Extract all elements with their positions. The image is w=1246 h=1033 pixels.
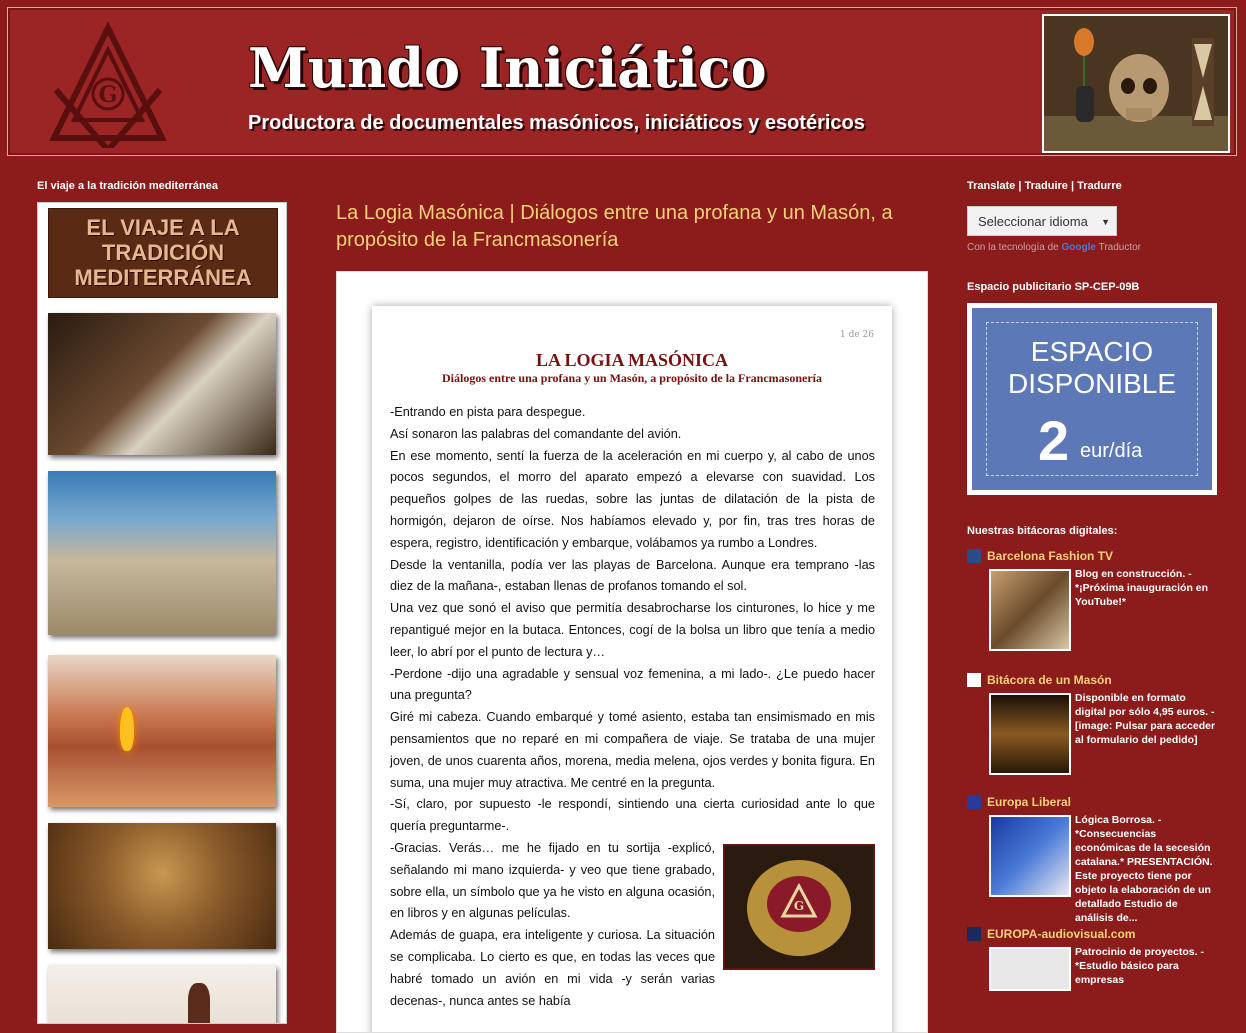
blog-head: [967, 927, 1217, 941]
translate-title: Translate | Traduire | Tradurre: [967, 180, 1122, 192]
doc-paragraph: Giré mi cabeza. Cuando embarqué y tomé asiento, estaba tan ensimismado en mis pensamientos que no reparé en mi compañera de viaje. Se trataba de una mujer joven, de unos cuarenta años, morena, media melena, ojos verdes y bonita figura. En suma, una mujer muy atractiva. Me centré en la pregunta.: [390, 710, 875, 790]
left-widget-title: El viaje a la tradición mediterránea: [37, 180, 218, 192]
traveler-figure-icon: [188, 983, 210, 1024]
blog-item: [967, 795, 1217, 924]
ad-line1: ESPACIO: [1030, 336, 1154, 367]
doc-paragraph: -Sí, claro, por supuesto -le respondí, sintiendo una cierta curiosidad ante lo que quería preguntarme-.: [390, 797, 875, 834]
gallery-image-fresco-dome[interactable]: [48, 823, 276, 949]
blog-item: [967, 673, 1217, 783]
blog-link[interactable]: EUROPA-audiovisual.com: [987, 927, 1136, 941]
site-title[interactable]: Mundo Iniciático: [248, 36, 767, 100]
ad-section-title: Espacio publicitario SP-CEP-09B: [967, 281, 1140, 293]
document-subtitle: Diálogos entre una profana y un Masón, a propósito de la Francmasonería: [441, 371, 823, 385]
eu-flag-icon: [967, 795, 981, 809]
language-select-value: Seleccionar idioma: [978, 214, 1088, 229]
left-image-gallery: [37, 202, 287, 1024]
gallery-image-sages[interactable]: [48, 313, 276, 455]
blog-favicon-icon: [967, 673, 981, 687]
doc-paragraph: -Gracias. Verás… me he fijado en tu sortija -explicó, señalando mi mano izquierda- y veo que tiene grabado, sobre ella, un símbolo que ya he visto en alguna ocasión, en libros y en algunas películas.: [390, 840, 715, 921]
doc-paragraph: Una vez que sonó el aviso que permitía desabrocharse los cinturones, lo hice y me repantigué mejor en la butaca. Entonces, cogí de la bolsa un libro que tenía a medio leer, lo abrí por el punto de lectura y…: [390, 601, 875, 659]
banner-image[interactable]: [48, 208, 278, 298]
svg-text:G: G: [793, 898, 805, 913]
gallery-image-traveler[interactable]: [48, 965, 276, 1024]
powered-prefix: Con la tecnología de: [967, 242, 1059, 253]
blogs-title: Nuestras bitácoras digitales:: [967, 525, 1118, 537]
translate-link[interactable]: Traductor: [1098, 242, 1141, 253]
gallery-image-nemrut-statues[interactable]: [48, 471, 276, 635]
document-title: LA LOGIA MASÓNICA: [535, 350, 729, 370]
blog-favicon-icon: [967, 549, 981, 563]
masonic-ring-image: [723, 844, 875, 970]
embedded-document[interactable]: [372, 306, 892, 1033]
ad-inner: [972, 308, 1212, 490]
blog-snippet: Patrocinio de proyectos. - *Estudio básico para empresas: [1075, 946, 1204, 986]
document-page-number: 1 de 26: [840, 330, 874, 340]
left-sidebar: [37, 180, 287, 1024]
blog-snippet: Disponible en formato digital por sólo 4,95 euros. - [image: Pulsar para acceder al formulario del pedido]: [1075, 692, 1216, 746]
fire-icon: [120, 707, 134, 751]
google-logo[interactable]: Google: [1061, 242, 1096, 253]
ad-line2: DISPONIBLE: [1007, 368, 1177, 399]
blog-link[interactable]: Barcelona Fashion TV: [987, 549, 1114, 563]
svg-text:G: G: [98, 82, 118, 108]
post-title[interactable]: La Logia Masónica | Diálogos entre una profana y un Masón, a propósito de la Francmasonería: [336, 202, 893, 251]
blog-item: [967, 549, 1217, 661]
doc-paragraph: -Perdone -dijo una agradable y sensual voz femenina, a mi lado-. ¿Le puedo hacer una pregunta?: [390, 666, 875, 703]
blog-link[interactable]: Europa Liberal: [987, 795, 1072, 809]
doc-paragraph: Así sonaron las palabras del comandante del avión.: [390, 426, 682, 441]
header-still-life-image: [1042, 14, 1230, 153]
blog-head: [967, 549, 1217, 563]
main-content: [336, 200, 928, 1008]
blog-thumbnail[interactable]: [989, 693, 1071, 775]
blog-snippet: Blog en construcción. - *¡Próxima inauguración en YouTube!*: [1075, 568, 1209, 608]
ad-price: 2: [1038, 409, 1070, 472]
banner-text: EL VIAJE A LA TRADICIÓN MEDITERRÁNEA: [74, 215, 252, 290]
site-header: [7, 7, 1237, 156]
post-body: [336, 271, 928, 1033]
blog-thumbnail[interactable]: [989, 815, 1071, 897]
ad-banner[interactable]: [967, 303, 1217, 495]
blog-link[interactable]: Bitácora de un Masón: [987, 673, 1112, 687]
blog-head: [967, 673, 1217, 687]
blog-head: [967, 795, 1217, 809]
ad-unit: eur/día: [1080, 440, 1143, 462]
doc-paragraph: -Entrando en pista para despegue.: [390, 405, 586, 419]
blog-thumbnail[interactable]: [989, 569, 1071, 651]
site-subtitle: Productora de documentales masónicos, iniciáticos y esotéricos: [248, 112, 865, 134]
language-select[interactable]: [967, 206, 1117, 236]
doc-paragraph: Desde la ventanilla, podía ver las playas de Barcelona. Aunque era temprano -las diez de la mañana-, estaban llenas de profanos tomando el sol.: [390, 557, 875, 594]
blog-thumbnail[interactable]: [989, 947, 1071, 991]
gallery-image-desert-fire[interactable]: [48, 655, 276, 807]
blog-snippet: Lógica Borrosa. - *Consecuencias económicas de la secesión catalana.* PRESENTACIÓN. Este proyecto tiene por objeto la elaboración de un detallado Estudio de análisis de...: [1075, 814, 1213, 924]
dropdown-arrow-icon: ▼: [1101, 217, 1110, 227]
blog-item: [967, 927, 1217, 987]
powered-by-google: [967, 242, 1217, 253]
right-sidebar: [967, 180, 1217, 987]
doc-paragraph: En ese momento, sentí la fuerza de la aceleración en mi cuerpo y, al cabo de unos pocos segundos, el morro del aparato empezó a elevarse con suavidad. Los pequeños golpes de las ruedas, sobre las juntas de dilatación de la pista de hormigón, dejaron de oírse. Nos habíamos elevado y, por fin, tras tres horas de espera, registro, identificación y embarque, volábamos ya rumbo a Londres.: [390, 448, 875, 550]
blog-favicon-icon: [967, 927, 981, 941]
doc-paragraph: Además de guapa, era inteligente y curiosa. La situación se complicaba. Lo cierto es que, en todas las veces que habré tomado un avión en mi vida -y serán varias decenas-, nunca antes se había: [390, 928, 715, 1008]
document-text: [390, 402, 875, 1012]
square-compass-logo-icon[interactable]: [44, 20, 172, 148]
